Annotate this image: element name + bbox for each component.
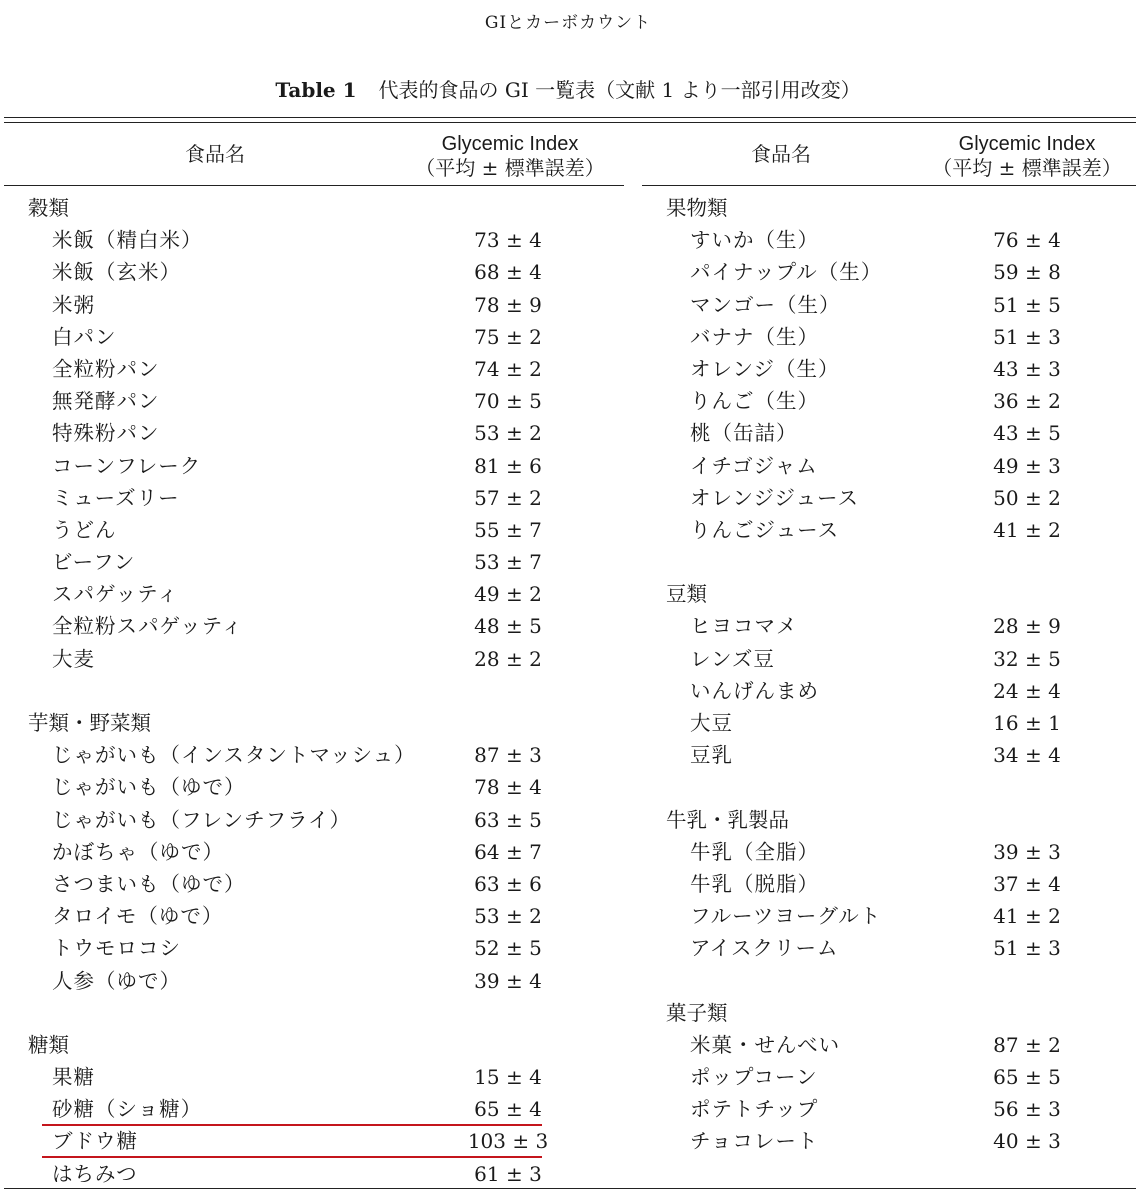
table-row	[28, 739, 628, 771]
gi-value: 49 ± 3	[993, 453, 1061, 478]
gi-value: 41 ± 2	[993, 904, 1061, 929]
food-name: 牛乳（全脂）	[690, 839, 819, 864]
table-row	[28, 1093, 628, 1125]
right-header-rule	[642, 185, 1136, 186]
food-name: 無発酵パン	[52, 389, 160, 414]
left-food-name-header-text: 食品名	[185, 142, 245, 166]
table-row	[666, 224, 1126, 256]
table-row	[28, 321, 628, 353]
food-name: 大麦	[52, 646, 95, 671]
table-row	[28, 1061, 628, 1093]
table-row	[666, 385, 1126, 417]
gi-value: 51 ± 5	[993, 292, 1061, 317]
table-caption-text: 代表的食品の GI 一覧表（文献 1 より一部引用改変）	[378, 78, 861, 102]
category-label: 穀類	[28, 196, 69, 220]
food-name: パイナップル（生）	[690, 260, 883, 285]
table-caption	[0, 74, 1136, 103]
table-row	[666, 482, 1126, 514]
spacer-row	[666, 965, 1126, 997]
food-name: りんごジュース	[690, 517, 840, 542]
food-name: 米粥	[52, 292, 95, 317]
food-name: 牛乳（脱脂）	[690, 871, 819, 896]
food-name: イチゴジャム	[690, 453, 818, 478]
table-row	[28, 417, 628, 449]
table-top-rule-inner	[4, 122, 1136, 123]
table-row	[28, 224, 628, 256]
table-row	[666, 900, 1126, 932]
table-row	[28, 932, 628, 964]
table-row	[28, 610, 628, 642]
table-row	[666, 256, 1126, 288]
food-name: 全粒粉パン	[52, 356, 160, 381]
highlight-underline	[42, 1124, 542, 1126]
food-name: 白パン	[52, 324, 117, 349]
gi-value: 39 ± 4	[474, 968, 542, 993]
category-row	[666, 578, 1126, 610]
table-row	[28, 868, 628, 900]
table-row	[666, 417, 1126, 449]
food-name: じゃがいも（ゆで）	[52, 775, 246, 800]
food-name: オレンジジュース	[690, 485, 860, 510]
food-name: 人参（ゆで）	[52, 968, 181, 993]
table-row	[666, 289, 1126, 321]
food-name: フルーツヨーグルト	[690, 904, 882, 929]
gi-value: 59 ± 8	[993, 260, 1061, 285]
food-name: はちみつ	[52, 1161, 138, 1186]
food-name: アイスクリーム	[690, 936, 839, 961]
gi-value: 43 ± 3	[993, 356, 1061, 381]
right-gi-header-line2: （平均 ± 標準誤差）	[932, 156, 1122, 180]
right-gi-header-line1: Glycemic Index	[958, 133, 1096, 155]
gi-value: 75 ± 2	[474, 324, 542, 349]
category-label: 糖類	[28, 1032, 69, 1057]
table-row	[28, 965, 628, 997]
gi-value: 87 ± 2	[993, 1032, 1061, 1057]
food-name: 米飯（精白米）	[52, 228, 203, 253]
left-food-name-header	[160, 142, 270, 166]
category-label: 牛乳・乳製品	[666, 807, 789, 832]
gi-value: 65 ± 4	[474, 1097, 542, 1122]
category-label: 芋類・野菜類	[28, 711, 151, 735]
gi-value: 55 ± 7	[474, 517, 542, 542]
food-name: スパゲッティ	[52, 582, 179, 607]
category-row	[666, 804, 1126, 836]
category-row	[28, 707, 628, 739]
gi-value: 65 ± 5	[993, 1065, 1061, 1090]
gi-value: 73 ± 4	[474, 228, 542, 253]
table-row	[666, 1061, 1126, 1093]
table-row	[666, 450, 1126, 482]
category-label: 菓子類	[666, 1000, 728, 1025]
gi-value: 68 ± 4	[474, 260, 542, 285]
gi-value: 53 ± 2	[474, 904, 542, 929]
category-label: 果物類	[666, 196, 728, 220]
food-name: 米飯（玄米）	[52, 260, 181, 285]
gi-value: 53 ± 2	[474, 421, 542, 446]
food-name: うどん	[52, 517, 117, 542]
gi-value: 51 ± 3	[993, 936, 1061, 961]
table-row	[666, 610, 1126, 642]
food-name: じゃがいも（インスタントマッシュ）	[52, 743, 416, 768]
table-row	[28, 256, 628, 288]
table-row	[666, 1093, 1126, 1125]
gi-value: 15 ± 4	[474, 1065, 542, 1090]
food-name: 特殊粉パン	[52, 421, 160, 446]
table-row	[28, 1158, 628, 1190]
table-row	[28, 353, 628, 385]
table-row	[28, 643, 628, 675]
gi-value: 63 ± 6	[474, 871, 542, 896]
food-name: 米菓・せんべい	[690, 1032, 841, 1057]
gi-value: 40 ± 3	[993, 1129, 1061, 1154]
gi-value: 61 ± 3	[474, 1161, 542, 1186]
table-row	[28, 450, 628, 482]
right-food-name-header	[726, 142, 836, 166]
table-row	[666, 353, 1126, 385]
spacer-row	[666, 546, 1126, 578]
page-header: GIとカーボカウント	[484, 13, 652, 33]
table-bottom-rule	[4, 1188, 1136, 1189]
gi-value: 50 ± 2	[993, 485, 1061, 510]
food-name: 全粒粉スパゲッティ	[52, 614, 244, 639]
table-row	[666, 868, 1126, 900]
spacer-row	[666, 771, 1126, 803]
gi-value: 64 ± 7	[474, 839, 542, 864]
food-name: マンゴー（生）	[690, 292, 841, 317]
gi-value: 43 ± 5	[993, 421, 1061, 446]
table-row	[28, 546, 628, 578]
table-row	[28, 1125, 628, 1157]
food-name: レンズ豆	[690, 646, 775, 671]
gi-value: 28 ± 2	[474, 646, 542, 671]
food-name: ヒヨコマメ	[690, 614, 798, 639]
highlight-underline	[42, 1156, 542, 1158]
left-gi-header-line1: Glycemic Index	[441, 133, 579, 155]
table-caption-label: Table 1	[275, 78, 357, 102]
table-top-rule	[4, 117, 1136, 118]
left-header-rule	[4, 185, 624, 186]
food-name: コーンフレーク	[52, 453, 202, 478]
food-name: ミューズリー	[52, 485, 180, 510]
category-row	[666, 997, 1126, 1029]
category-row	[28, 192, 628, 224]
gi-value: 57 ± 2	[474, 485, 542, 510]
food-name: 大豆	[690, 711, 733, 735]
gi-value: 41 ± 2	[993, 517, 1061, 542]
food-name: チョコレート	[690, 1129, 819, 1154]
gi-value: 16 ± 1	[993, 711, 1061, 735]
table-row	[28, 385, 628, 417]
food-name: じゃがいも（フレンチフライ）	[52, 807, 352, 832]
right-table-column	[666, 192, 1126, 1158]
gi-value: 70 ± 5	[474, 389, 542, 414]
category-row	[28, 1029, 628, 1061]
food-name: すいか（生）	[690, 228, 819, 253]
food-name: バナナ（生）	[690, 324, 819, 349]
gi-value: 24 ± 4	[993, 678, 1061, 703]
food-name: 豆乳	[690, 743, 733, 768]
table-row	[666, 1125, 1126, 1157]
left-table-column	[28, 192, 628, 1190]
spacer-row	[28, 997, 628, 1029]
food-name: いんげんまめ	[690, 678, 819, 703]
gi-value: 34 ± 4	[993, 743, 1061, 768]
food-name: ブドウ糖	[52, 1129, 138, 1154]
gi-value: 28 ± 9	[993, 614, 1061, 639]
table-row	[666, 675, 1126, 707]
gi-value: 87 ± 3	[474, 743, 542, 768]
food-name: りんご（生）	[690, 389, 819, 414]
category-row	[666, 192, 1126, 224]
gi-value: 103 ± 3	[467, 1129, 549, 1154]
food-name: ポテトチップ	[690, 1097, 819, 1122]
gi-value: 49 ± 2	[474, 582, 542, 607]
table-row	[666, 739, 1126, 771]
table-row	[666, 707, 1126, 739]
table-row	[28, 514, 628, 546]
gi-value: 78 ± 4	[474, 775, 542, 800]
gi-value: 37 ± 4	[993, 871, 1061, 896]
gi-value: 53 ± 7	[474, 550, 542, 575]
food-name: かぼちゃ（ゆで）	[52, 839, 224, 864]
gi-value: 52 ± 5	[474, 936, 542, 961]
table-row	[666, 321, 1126, 353]
right-food-name-header-text: 食品名	[751, 142, 811, 166]
table-row	[666, 932, 1126, 964]
table-row	[28, 771, 628, 803]
table-row	[666, 836, 1126, 868]
left-gi-header-line2: （平均 ± 標準誤差）	[415, 156, 605, 180]
gi-value: 63 ± 5	[474, 807, 542, 832]
gi-value: 76 ± 4	[993, 228, 1061, 253]
gi-value: 48 ± 5	[474, 614, 542, 639]
food-name: ポップコーン	[690, 1065, 818, 1090]
gi-value: 39 ± 3	[993, 839, 1061, 864]
table-row	[28, 289, 628, 321]
table-row	[28, 578, 628, 610]
gi-value: 78 ± 9	[474, 292, 542, 317]
table-row	[28, 482, 628, 514]
table-row	[28, 836, 628, 868]
table-row	[666, 1029, 1126, 1061]
food-name: ビーフン	[52, 550, 136, 575]
food-name: タロイモ（ゆで）	[52, 904, 224, 929]
gi-value: 81 ± 6	[474, 453, 542, 478]
gi-value: 56 ± 3	[993, 1097, 1061, 1122]
food-name: 桃（缶詰）	[690, 421, 798, 446]
food-name: さつまいも（ゆで）	[52, 871, 246, 896]
gi-value: 32 ± 5	[993, 646, 1061, 671]
right-gi-header	[922, 132, 1132, 180]
table-row	[28, 900, 628, 932]
table-row	[666, 514, 1126, 546]
gi-value: 51 ± 3	[993, 324, 1061, 349]
gi-value: 36 ± 2	[993, 389, 1061, 414]
table-row	[28, 804, 628, 836]
food-name: 果糖	[52, 1065, 95, 1090]
food-name: オレンジ（生）	[690, 356, 840, 381]
left-gi-header	[405, 132, 615, 180]
food-name: 砂糖（ショ糖）	[52, 1097, 203, 1122]
table-row	[666, 643, 1126, 675]
gi-value: 74 ± 2	[474, 356, 542, 381]
food-name: トウモロコシ	[52, 936, 181, 961]
spacer-row	[28, 675, 628, 707]
category-label: 豆類	[666, 582, 707, 607]
